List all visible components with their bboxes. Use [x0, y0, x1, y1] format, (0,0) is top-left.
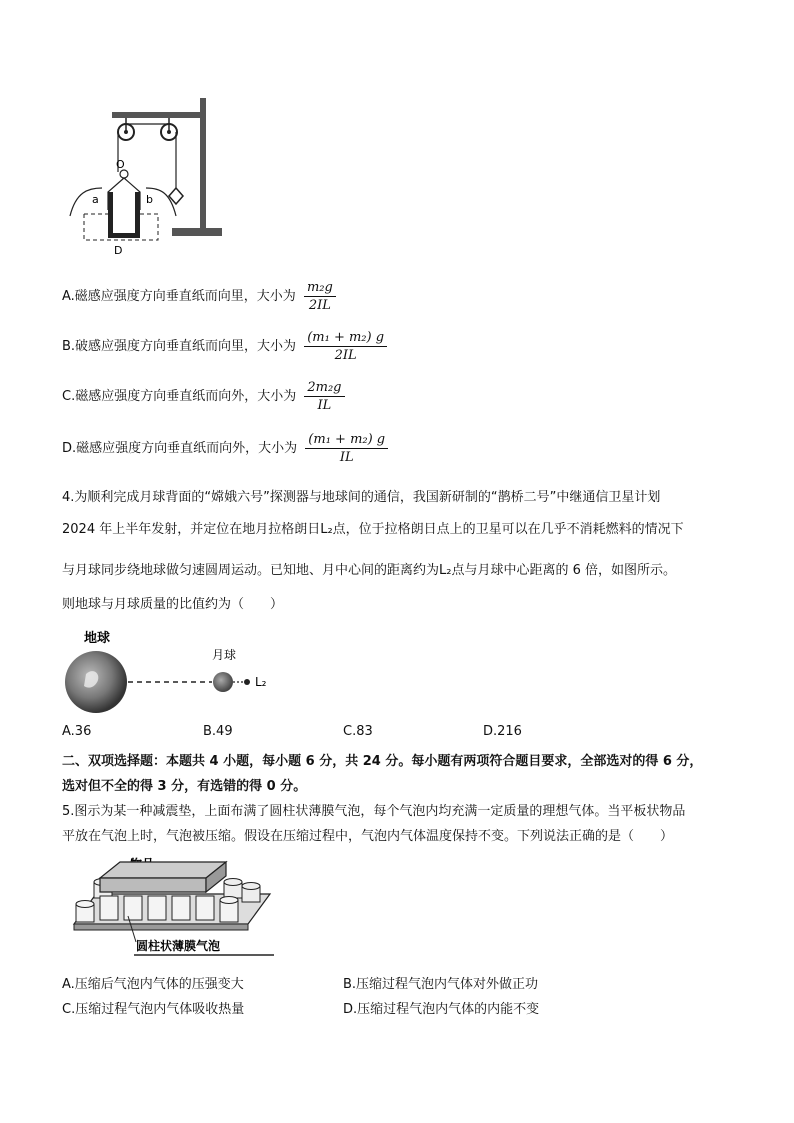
- fraction-denominator: 2IL: [334, 348, 357, 363]
- l2-label: L₂: [255, 675, 267, 689]
- q4-line-4: 则地球与月球质量的比值约为（ ）: [62, 597, 284, 612]
- moon-label: 月球: [212, 648, 237, 662]
- q4-option-a: A.36: [62, 724, 92, 739]
- l2-point-icon: [244, 679, 250, 685]
- q5-line-1: 5.图示为某一种减震垫，上面布满了圆柱状薄膜气泡，每个气泡内均充满一定质量的理想气体。当平板状物品: [62, 804, 686, 819]
- fraction-denominator: IL: [317, 398, 332, 413]
- q3-option-d: [62, 432, 388, 465]
- label-a: a: [92, 193, 99, 206]
- q4-line-2: 2024 年上半年发射，并定位在地月拉格朗日L₂点，位于拉格朗日点上的卫星可以在几乎不消耗燃料的情况下: [62, 522, 684, 537]
- q4-option-c: C.83: [343, 724, 373, 739]
- option-text: B.破感应强度方向垂直纸而向里，大小为: [62, 339, 297, 354]
- q5-option-a: A.压缩后气泡内气体的压强变大: [62, 977, 244, 992]
- option-fraction: [305, 432, 388, 465]
- earth-label: 地球: [84, 631, 111, 646]
- fraction-numerator: (m₁ + m₂) g: [304, 330, 387, 347]
- option-text: A.磁感应强度方向垂直纸而向里，大小为: [62, 289, 296, 304]
- q3-option-c: [62, 380, 345, 413]
- moon-icon: [213, 672, 233, 692]
- q3-option-b: [62, 330, 387, 363]
- option-fraction: [304, 280, 336, 313]
- section2-line-2: 选对但不全的得 3 分，有选错的得 0 分。: [62, 779, 307, 794]
- option-fraction: [304, 330, 387, 363]
- fraction-numerator: m₂g: [304, 280, 336, 297]
- q5-line-2: 平放在气泡上时，气泡被压缩。假设在压缩过程中，气泡内气体温度保持不变。下列说法正确的是（ ）: [62, 829, 674, 844]
- fraction-numerator: 2m₂g: [304, 380, 344, 397]
- section2-line-1: 二、双项选择题：本题共 4 小题，每小题 6 分，共 24 分。每小题有两项符合题目要求，全部选对的得 6 分，: [62, 754, 703, 769]
- q5-option-d: D.压缩过程气泡内气体的内能不变: [343, 1002, 540, 1017]
- q4-line-1: 4.为顺利完成月球背面的“嫦娥六号”探测器与地球间的通信，我国新研制的“鹊桥二号”中继通信卫星计划: [62, 490, 661, 505]
- label-b: b: [146, 193, 153, 206]
- option-text: C.磁感应强度方向垂直纸而向外，大小为: [62, 389, 297, 404]
- fraction-denominator: IL: [339, 450, 354, 465]
- label-o: O: [116, 158, 125, 171]
- q5-option-c: C.压缩过程气泡内气体吸收热量: [62, 1002, 245, 1017]
- q3-option-a: [62, 280, 336, 313]
- label-d: D: [114, 244, 123, 257]
- option-fraction: [304, 380, 344, 413]
- q4-option-b: B.49: [203, 724, 233, 739]
- bubble-label: 圆柱状薄膜气泡: [136, 939, 221, 953]
- pulley-apparatus-figure: [62, 92, 232, 257]
- fraction-numerator: (m₁ + m₂) g: [305, 432, 388, 449]
- q4-option-d: D.216: [483, 724, 522, 739]
- q4-line-3: 与月球同步绕地球做匀速圆周运动。已知地、月中心间的距离约为L₂点与月球中心距离的 6 倍，如图所示。: [62, 563, 676, 578]
- fraction-denominator: 2IL: [308, 298, 331, 313]
- option-text: D.磁感应强度方向垂直纸而向外，大小为: [62, 441, 298, 456]
- shock-pad-figure: [70, 852, 280, 962]
- earth-moon-l2-figure: [62, 624, 292, 714]
- q5-option-b: B.压缩过程气泡内气体对外做正功: [343, 977, 539, 992]
